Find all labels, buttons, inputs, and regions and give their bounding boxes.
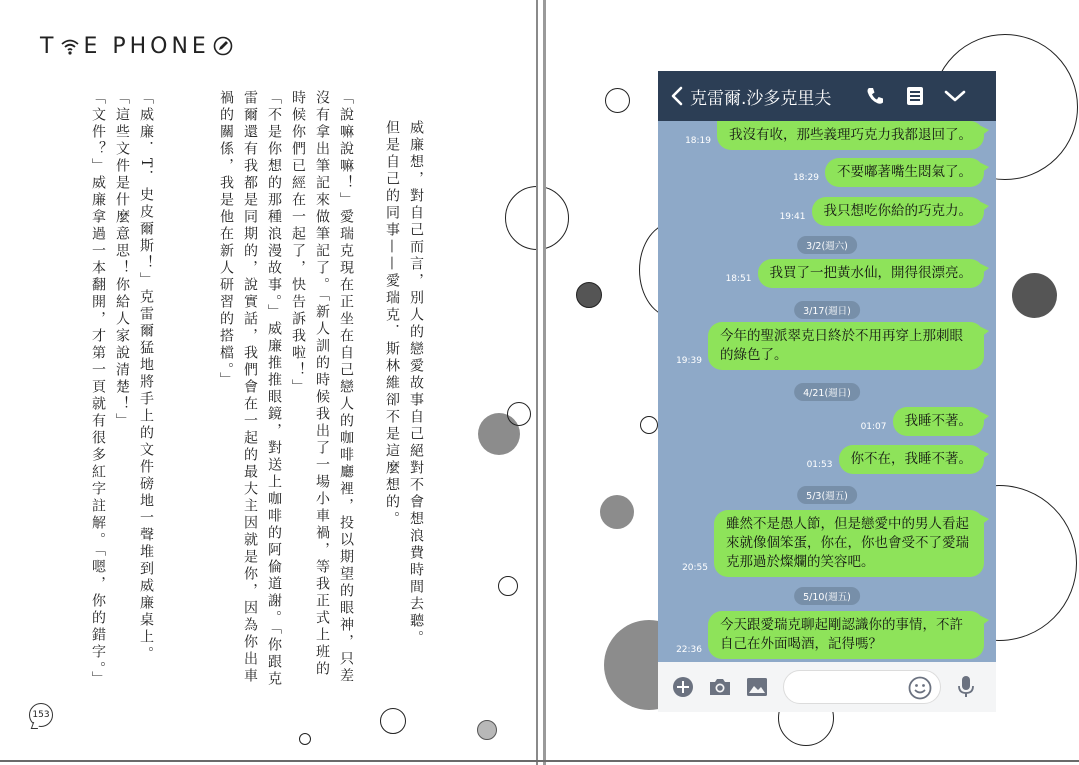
date-separator: 5/10(週五) (794, 587, 860, 605)
image-icon (746, 677, 768, 697)
logo-text-a: T (40, 34, 58, 59)
phone-icon (865, 86, 885, 106)
menu-button[interactable] (935, 71, 975, 121)
date-separator: 3/2(週六) (797, 236, 857, 254)
right-page (546, 0, 1079, 760)
chat-input-bar (658, 662, 996, 712)
message-time: 18:19 (685, 136, 711, 146)
message-bubble: 我買了一把黃水仙，開得很漂亮。 (758, 259, 985, 288)
message-time: 01:07 (860, 422, 887, 432)
deco-circle (605, 88, 630, 113)
message-bubble: 今年的聖派翠克日終於不用再穿上那刺眼的綠色了。 (708, 322, 984, 370)
microphone-icon (957, 675, 975, 699)
message-bubble: 我沒有收，那些義理巧克力我都退回了。 (717, 121, 984, 150)
call-button[interactable] (855, 71, 895, 121)
deco-circle (640, 416, 658, 434)
notes-icon (906, 86, 924, 106)
message-time: 22:36 (676, 645, 702, 655)
back-button[interactable] (664, 71, 690, 121)
chat-message (682, 510, 984, 577)
camera-button[interactable] (701, 662, 738, 712)
message-bubble: 雖然不是愚人節，但是戀愛中的男人看起來就像個笨蛋，你在，你也會受不了愛瑞克那過於燦爛的笑容吧。 (714, 510, 984, 577)
message-bubble: 你不在，我睡不著。 (839, 445, 985, 474)
message-bubble: 今天跟愛瑞克聊起剛認識你的事情，不許自己在外面喝酒，記得嗎？ (708, 611, 984, 659)
message-bubble: 我只想吃你給的巧克力。 (812, 197, 985, 226)
page-bottom-line (0, 760, 1079, 762)
chat-log (658, 121, 996, 662)
text-column-2: 「說嘛說嘛！」愛瑞克現在正坐在自己戀人的咖啡廳裡，投以期望的眼神，只差沒有拿出筆記來做筆記了。「新人訓的時候我出了一場小車禍，等我正式上班的時候你們已經在一起了，快告訴我啦！」 「不是你想的那種浪漫故事。」威廉推推眼鏡，對送上咖啡的阿倫道謝。「你跟克雷爾還有我都是同期的，說實話，我們會在一起的最大主因就是你，因為你出車禍的關係，我是他在新人研習的搭檔。」 (218, 90, 354, 688)
deco-circle (600, 495, 634, 529)
left-page (0, 0, 536, 760)
text-column-1: 威廉想，對自己而言，別人的戀愛故事自己絕對不會想浪費時間去聽。 但是自己的同事——愛瑞克．斯林維卻不是這麼想的。 (384, 120, 424, 647)
deco-circle (1012, 273, 1057, 318)
message-bubble: 我睡不著。 (893, 407, 985, 436)
date-separator: 5/3(週五) (797, 486, 857, 504)
message-time: 19:41 (779, 212, 806, 222)
message-time: 18:29 (793, 173, 819, 183)
chat-screenshot (658, 71, 996, 712)
chat-message (793, 158, 984, 187)
message-time: 01:53 (806, 460, 833, 470)
message-time: 19:39 (676, 356, 702, 366)
chat-header (658, 71, 996, 121)
message-input[interactable] (783, 670, 941, 704)
chevron-left-icon (670, 86, 684, 106)
mic-button[interactable] (947, 662, 984, 712)
chevron-down-icon (944, 89, 966, 103)
chat-message (780, 197, 984, 226)
wifi-icon (60, 37, 80, 55)
date-separator: 3/17(週日) (794, 301, 860, 319)
notes-button[interactable] (895, 71, 935, 121)
add-button[interactable] (664, 662, 701, 712)
plus-circle-icon (672, 676, 694, 698)
book-logo (40, 34, 233, 59)
date-separator: 4/21(週日) (794, 383, 860, 401)
logo-text-b: E PHONE (83, 34, 210, 59)
deco-circle (299, 733, 311, 745)
deco-circle (507, 402, 531, 426)
page-number: 153 (29, 703, 53, 727)
chat-message (676, 611, 984, 659)
chat-message (726, 259, 984, 288)
book-gutter (536, 0, 546, 765)
deco-circle (380, 708, 406, 734)
chat-message (807, 445, 984, 474)
message-time: 18:51 (725, 274, 752, 284)
message-bubble: 不要嘟著嘴生悶氣了。 (825, 158, 984, 187)
chat-message (685, 121, 984, 150)
chat-message (676, 322, 984, 370)
pencil-icon (213, 36, 233, 56)
chat-message (861, 407, 984, 436)
contact-name: 克雷爾.沙多克里夫 (690, 84, 855, 109)
emoji-button[interactable] (908, 676, 932, 700)
camera-icon (708, 677, 732, 697)
deco-circle (576, 282, 602, 308)
text-column-3: 「威廉．T．史皮爾斯！」克雷爾猛地將手上的文件磅地一聲堆到威廉桌上。「這些文件是什麼意思！你給人家說清楚！」 「文件？」威廉拿過一本翻開，才第一頁就有很多紅字註解。「嗯，你的錯字。」 (90, 90, 154, 688)
deco-circle (477, 720, 497, 740)
message-time: 20:55 (682, 563, 708, 573)
deco-circle (498, 576, 518, 596)
gallery-button[interactable] (738, 662, 775, 712)
emoji-icon (908, 676, 932, 700)
